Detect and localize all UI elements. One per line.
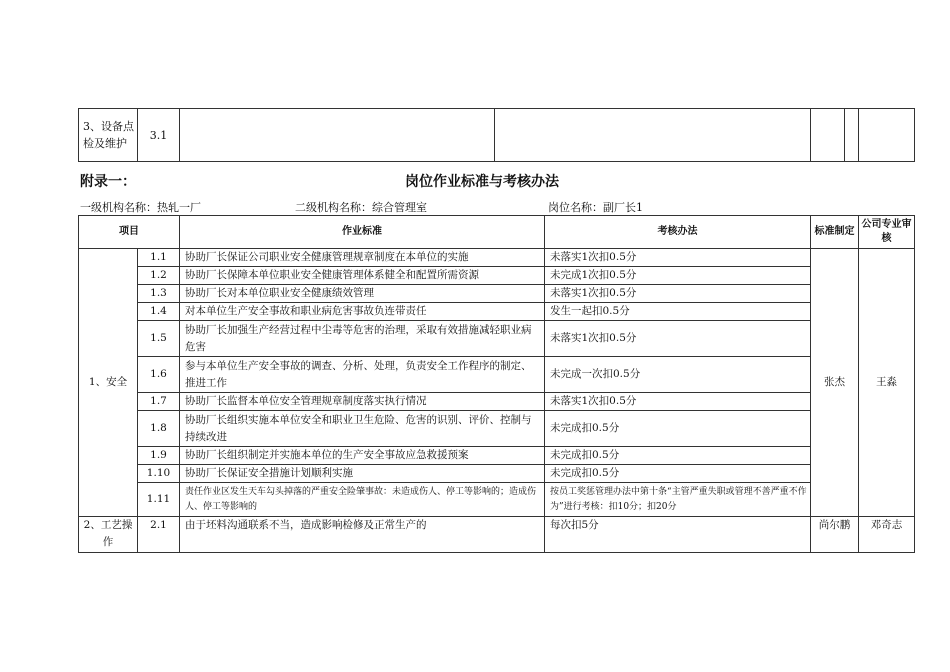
table-row xyxy=(79,447,915,465)
standard-text: 协助厂长监督本单位安全管理规章制度落实执行情况 xyxy=(180,393,545,411)
table-row xyxy=(79,393,915,411)
drafter-safety: 张杰 xyxy=(811,249,859,517)
empty-cell xyxy=(180,109,495,162)
row-number: 1.5 xyxy=(138,321,180,357)
standard-text: 参与本单位生产安全事故的调查、分析、处理，负责安全工作程序的制定、推进工作 xyxy=(180,357,545,393)
row-number: 1.3 xyxy=(138,285,180,303)
method-text: 未完成一次扣0.5分 xyxy=(545,357,811,393)
standard-text: 协助厂长保证安全措施计划顺利实施 xyxy=(180,465,545,483)
method-text: 未落实1次扣0.5分 xyxy=(545,249,811,267)
table-row xyxy=(79,465,915,483)
table-row xyxy=(79,517,915,553)
row-number: 1.7 xyxy=(138,393,180,411)
standard-text: 协助厂长加强生产经营过程中尘毒等危害的治理，采取有效措施减轻职业病危害 xyxy=(180,321,545,357)
standard-text: 协助厂长保障本单位职业安全健康管理体系健全和配置所需资源 xyxy=(180,267,545,285)
method-text: 按员工奖惩管理办法中第十条“主管严重失职或管理不善严重不作为”进行考核：扣10分；扣20分 xyxy=(545,483,811,517)
table-row xyxy=(79,285,915,303)
table-row xyxy=(79,411,915,447)
method-text: 未落实1次扣0.5分 xyxy=(545,393,811,411)
standards-table xyxy=(78,215,915,553)
standard-text: 协助厂长组织制定并实施本单位的生产安全事故应急救援预案 xyxy=(180,447,545,465)
standard-text: 协助厂长保证公司职业安全健康管理规章制度在本单位的实施 xyxy=(180,249,545,267)
row-number: 1.6 xyxy=(138,357,180,393)
header-drafter: 标准制定 xyxy=(811,216,859,249)
header-method: 考核办法 xyxy=(545,216,811,249)
table-row xyxy=(79,109,915,162)
method-text: 未落实1次扣0.5分 xyxy=(545,285,811,303)
method-text: 未完成扣0.5分 xyxy=(545,447,811,465)
row-number: 1.9 xyxy=(138,447,180,465)
table-row xyxy=(79,303,915,321)
table-row xyxy=(79,357,915,393)
drafter-process: 尚尔鹏 xyxy=(811,517,859,553)
item-cell: 3、设备点检及维护 xyxy=(79,109,138,162)
header-standard: 作业标准 xyxy=(180,216,545,249)
document-title: 岗位作业标准与考核办法 xyxy=(405,174,559,190)
row-number: 1.11 xyxy=(138,483,180,517)
empty-cell xyxy=(845,109,859,162)
row-number: 1.10 xyxy=(138,465,180,483)
row-number: 1.1 xyxy=(138,249,180,267)
method-text: 未完成扣0.5分 xyxy=(545,411,811,447)
method-text: 发生一起扣0.5分 xyxy=(545,303,811,321)
category-safety: 1、安全 xyxy=(79,249,138,517)
appendix-label: 附录一： xyxy=(80,174,136,190)
level1-org: 一级机构名称：热轧一厂 xyxy=(80,201,201,214)
table-row xyxy=(79,321,915,357)
empty-cell xyxy=(811,109,845,162)
standard-text: 责任作业区发生天车勾头掉落的严重安全险肇事故：未造成伤人、停工等影响的；造成伤人、停工等影响的 xyxy=(180,483,545,517)
row-number: 1.8 xyxy=(138,411,180,447)
table-row xyxy=(79,483,915,517)
empty-cell xyxy=(859,109,915,162)
table-row xyxy=(79,249,915,267)
standard-text: 对本单位生产安全事故和职业病危害事故负连带责任 xyxy=(180,303,545,321)
standard-text: 由于坯料沟通联系不当，造成影响检修及正常生产的 xyxy=(180,517,545,553)
method-text: 未落实1次扣0.5分 xyxy=(545,321,811,357)
reviewer-safety: 王淼 xyxy=(859,249,915,517)
category-process: 2、工艺操作 xyxy=(79,517,138,553)
level2-org: 二级机构名称：综合管理室 xyxy=(295,201,427,214)
row-number: 1.4 xyxy=(138,303,180,321)
method-text: 未完成扣0.5分 xyxy=(545,465,811,483)
position-name: 岗位名称：副厂长1 xyxy=(548,201,643,214)
header-item: 项目 xyxy=(79,216,180,249)
table-row xyxy=(79,267,915,285)
method-text: 未完成1次扣0.5分 xyxy=(545,267,811,285)
header-reviewer: 公司专业审核 xyxy=(859,216,915,249)
header-row xyxy=(79,216,915,249)
top-fragment-table xyxy=(78,108,915,162)
row-number: 2.1 xyxy=(138,517,180,553)
method-text: 每次扣5分 xyxy=(545,517,811,553)
reviewer-process: 邓奇志 xyxy=(859,517,915,553)
standard-text: 协助厂长对本单位职业安全健康绩效管理 xyxy=(180,285,545,303)
standard-text: 协助厂长组织实施本单位安全和职业卫生危险、危害的识别、评价、控制与持续改进 xyxy=(180,411,545,447)
sub-number-cell: 3.1 xyxy=(138,109,180,162)
empty-cell xyxy=(495,109,811,162)
row-number: 1.2 xyxy=(138,267,180,285)
